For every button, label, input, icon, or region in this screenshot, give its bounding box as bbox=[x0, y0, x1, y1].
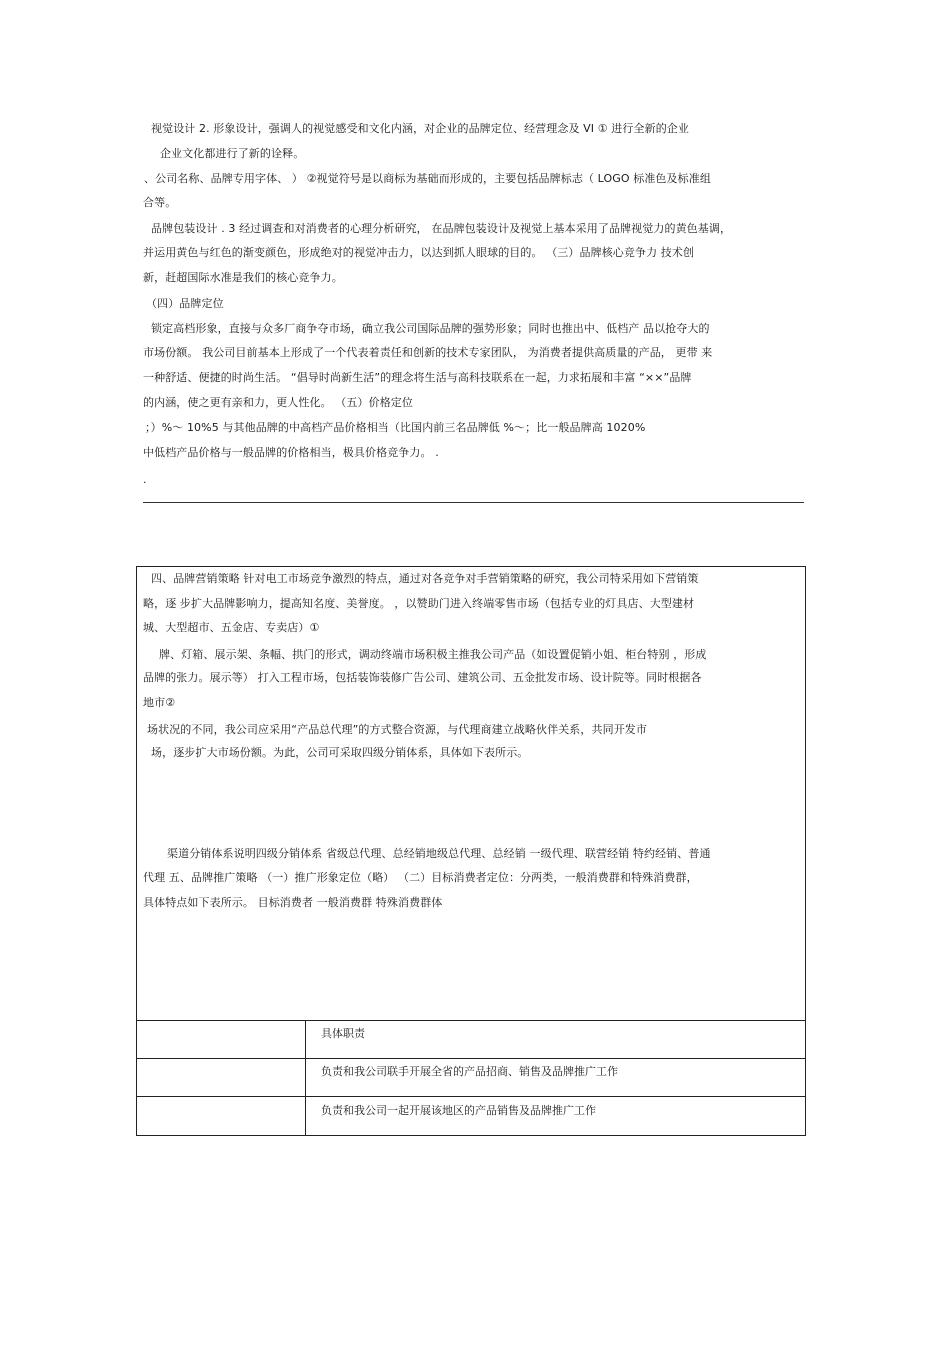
box-line: 场状况的不同，我公司应采用“产品总代理”的方式整合资源，与代理商建立战略伙伴关系，共同开发市 bbox=[147, 723, 647, 736]
box-line: 地市② bbox=[143, 696, 176, 709]
box-line: 具体特点如下表所示。 目标消费者 一般消费群 特殊消费群体 bbox=[143, 896, 443, 909]
box-line: 渠道分销体系说明四级分销体系 省级总代理、总经销地级总代理、总经销 一级代理、联营经销 特约经销、普通 bbox=[167, 847, 711, 860]
paragraph-line: ；）%～ 10%5 与其他品牌的中高档产品价格相当（比国内前三名品牌低 %～；比一般品牌高 1020% bbox=[145, 421, 646, 434]
paragraph-line: 并运用黄色与红色的渐变颜色，形成绝对的视觉冲击力，以达到抓人眼球的目的。 （三）品牌核心竞争力 技术创 bbox=[143, 246, 695, 259]
horizontal-rule bbox=[143, 502, 804, 503]
content-box bbox=[136, 566, 806, 1136]
box-line: 城、大型超市、五金店、专卖店）① bbox=[143, 621, 320, 634]
box-line: 牌、灯箱、展示架、条幅、拱门的形式，调动终端市场积极主推我公司产品（如设置促销小姐、柜台特别 ，形成 bbox=[159, 648, 707, 661]
box-line: 品牌的张力。展示等） 打入工程市场，包括装饰装修广告公司、建筑公司、五金批发市场、设计院等。同时根据各 bbox=[143, 671, 702, 684]
table-cell: 负责和我公司联手开展全省的产品招商、销售及品牌推广工作 bbox=[321, 1065, 618, 1078]
paragraph-line: 一种舒适、便捷的时尚生活。 “倡导时尚新生活”的理念将生活与高科技联系在一起，力求拓展和丰富 “××”品牌 bbox=[143, 371, 692, 384]
paragraph-line: 锁定高档形象，直接与众多厂商争夺市场，确立我公司国际品牌的强势形象；同时也推出中、低档产 品以抢夺大的 bbox=[151, 322, 710, 335]
table-cell: 具体职责 bbox=[321, 1027, 365, 1040]
table-border bbox=[137, 1058, 805, 1059]
paragraph-line: 市场份额。 我公司目前基本上形成了一个代表着责任和创新的技术专家团队， 为消费者提供高质量的产品， 更带 来 bbox=[143, 346, 713, 359]
paragraph-line: 新，赶超国际水准是我们的核心竞争力。 bbox=[143, 271, 343, 284]
box-line: 场，逐步扩大市场份额。为此，公司可采取四级分销体系，具体如下表所示。 bbox=[151, 746, 529, 759]
paragraph-line: 企业文化都进行了新的诠释。 bbox=[160, 147, 305, 160]
paragraph-line: 视觉设计 2. 形象设计，强调人的视觉感受和文化内涵，对企业的品牌定位、经营理念及 VI ① 进行全新的企业 bbox=[151, 122, 690, 135]
paragraph-line: 的内涵，使之更有亲和力，更人性化。 （五）价格定位 bbox=[143, 396, 413, 409]
paragraph-line: 中低档产品价格与一般品牌的价格相当，极具价格竞争力。 . bbox=[143, 446, 439, 459]
paragraph-line: . bbox=[143, 473, 147, 486]
paragraph-line: 、公司名称、品牌专用字体、 ） ②视觉符号是以商标为基础而形成的，主要包括品牌标志（ LOGO 标准色及标准组 bbox=[144, 172, 711, 185]
section-heading: （四）品牌定位 bbox=[146, 297, 224, 310]
table-cell: 负责和我公司一起开展该地区的产品销售及品牌推广工作 bbox=[321, 1104, 596, 1117]
table-border bbox=[305, 1020, 306, 1136]
table-border bbox=[137, 1096, 805, 1097]
box-line: 代理 五、品牌推广策略 （一）推广形象定位（略） （二）目标消费者定位：分两类，一般消费群和特殊消费群， bbox=[143, 871, 698, 884]
table-border bbox=[137, 1020, 805, 1021]
box-line: 四、品牌营销策略 针对电工市场竞争激烈的特点，通过对各竞争对手营销策略的研究，我公司特采用如下营销策 bbox=[151, 572, 699, 585]
paragraph-line: 合等。 bbox=[143, 196, 177, 209]
box-line: 略，逐 步扩大品牌影响力，提高知名度、美誉度。 ，以赞助门进入终端零售市场（包括专业的灯具店、大型建材 bbox=[143, 597, 695, 610]
paragraph-line: 品牌包装设计 . 3 经过调查和对消费者的心理分析研究， 在品牌包装设计及视觉上基本采用了品牌视觉力的黄色基调， bbox=[151, 222, 732, 235]
